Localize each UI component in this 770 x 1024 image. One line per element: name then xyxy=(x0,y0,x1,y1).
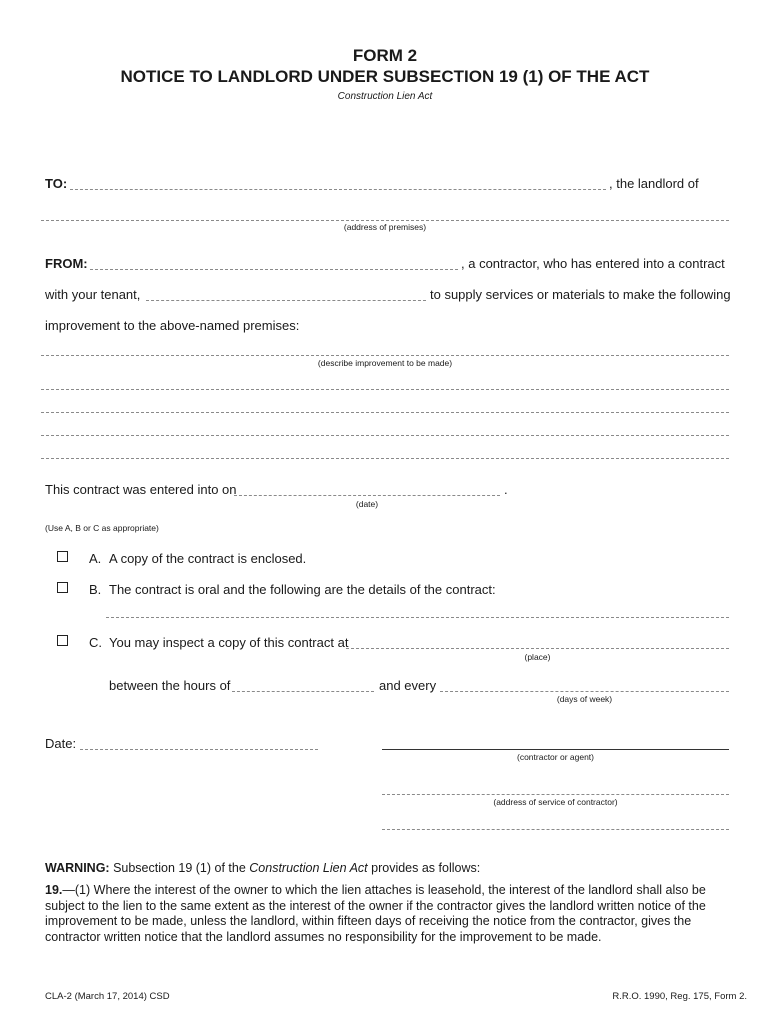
form-title: NOTICE TO LANDLORD UNDER SUBSECTION 19 (1) OF THE ACT xyxy=(120,67,650,86)
improvement-line-4[interactable] xyxy=(41,422,729,436)
improvement-line-5[interactable] xyxy=(41,445,729,459)
form-number: FORM 2 xyxy=(352,46,418,65)
act-name: Construction Lien Act xyxy=(249,861,368,875)
option-c-text: You may inspect a copy of this contract at xyxy=(109,635,349,650)
service-address-caption: (address of service of contractor) xyxy=(493,797,618,807)
section-number: 19. xyxy=(45,883,63,897)
improvement-text: improvement to the above-named premises: xyxy=(45,318,300,333)
improvement-line-3[interactable] xyxy=(41,399,729,413)
contractor-agent-caption: (contractor or agent) xyxy=(516,752,594,762)
option-c-letter: C. xyxy=(89,635,102,650)
hours-prefix-text: between the hours of xyxy=(109,678,231,693)
option-a-text: A copy of the contract is enclosed. xyxy=(109,551,307,566)
option-b-letter: B. xyxy=(89,582,102,597)
warning-label: WARNING: xyxy=(45,861,110,875)
option-c-checkbox[interactable] xyxy=(57,635,68,646)
date-label: Date: xyxy=(45,736,77,751)
option-instruction: (Use A, B or C as appropriate) xyxy=(45,523,159,533)
address-of-premises-caption: (address of premises) xyxy=(343,222,427,232)
days-of-week-field[interactable] xyxy=(440,678,729,692)
footer-regulation: R.R.O. 1990, Reg. 175, Form 2. xyxy=(612,991,747,1002)
warning-text-before: Subsection 19 (1) of the xyxy=(113,861,246,875)
date-caption: (date) xyxy=(355,499,379,509)
contract-date-prefix: This contract was entered into on xyxy=(45,482,237,497)
improvement-line-1[interactable] xyxy=(41,342,729,356)
tenant-prefix-text: with your tenant, xyxy=(45,287,141,302)
contractor-contract-text: , a contractor, who has entered into a contract xyxy=(461,256,725,271)
describe-improvement-caption: (describe improvement to be made) xyxy=(317,358,453,368)
option-b-text: The contract is oral and the following are the details of the contract: xyxy=(109,582,496,597)
to-label: TO: xyxy=(45,176,68,191)
warning-text-after: provides as follows: xyxy=(371,861,481,875)
days-of-week-caption: (days of week) xyxy=(556,694,613,704)
contractor-signature-field[interactable] xyxy=(382,736,729,750)
option-a-checkbox[interactable] xyxy=(57,551,68,562)
signature-date-field[interactable] xyxy=(80,736,318,750)
place-caption: (place) xyxy=(524,652,551,662)
contract-date-field[interactable] xyxy=(234,482,500,496)
section-text: —(1) Where the interest of the owner to which the lien attaches is leasehold, the interest of the landlord shall also be subject to the lien to the same extent as the interest of the owner if the contractor gives the landlord written notice of the improvement to be made, unless the landlord, within fifteen days of receiving the notice from the contractor, gives the contractor written notice that the landlord assumes no responsibility for the improvement to be made. xyxy=(45,883,706,944)
section-19-paragraph xyxy=(45,883,735,945)
landlord-name-field[interactable] xyxy=(70,176,606,190)
tenant-name-field[interactable] xyxy=(146,287,426,301)
and-every-text: and every xyxy=(379,678,437,693)
landlord-of-text: , the landlord of xyxy=(609,176,699,191)
footer-form-code: CLA-2 (March 17, 2014) CSD xyxy=(45,991,170,1002)
tenant-suffix-text: to supply services or materials to make the following xyxy=(430,287,731,302)
premises-address-field[interactable] xyxy=(41,207,729,221)
hours-field[interactable] xyxy=(232,678,374,692)
warning-heading xyxy=(45,861,480,877)
oral-contract-details-field[interactable] xyxy=(106,604,729,618)
service-address-field-2[interactable] xyxy=(382,816,729,830)
contract-date-period: . xyxy=(504,482,508,497)
service-address-field-1[interactable] xyxy=(382,781,729,795)
option-b-checkbox[interactable] xyxy=(57,582,68,593)
form-subtitle: Construction Lien Act xyxy=(337,91,433,102)
option-a-letter: A. xyxy=(89,551,102,566)
from-label: FROM: xyxy=(45,256,88,271)
inspect-place-field[interactable] xyxy=(346,635,729,649)
contractor-name-field[interactable] xyxy=(90,256,458,270)
improvement-line-2[interactable] xyxy=(41,376,729,390)
